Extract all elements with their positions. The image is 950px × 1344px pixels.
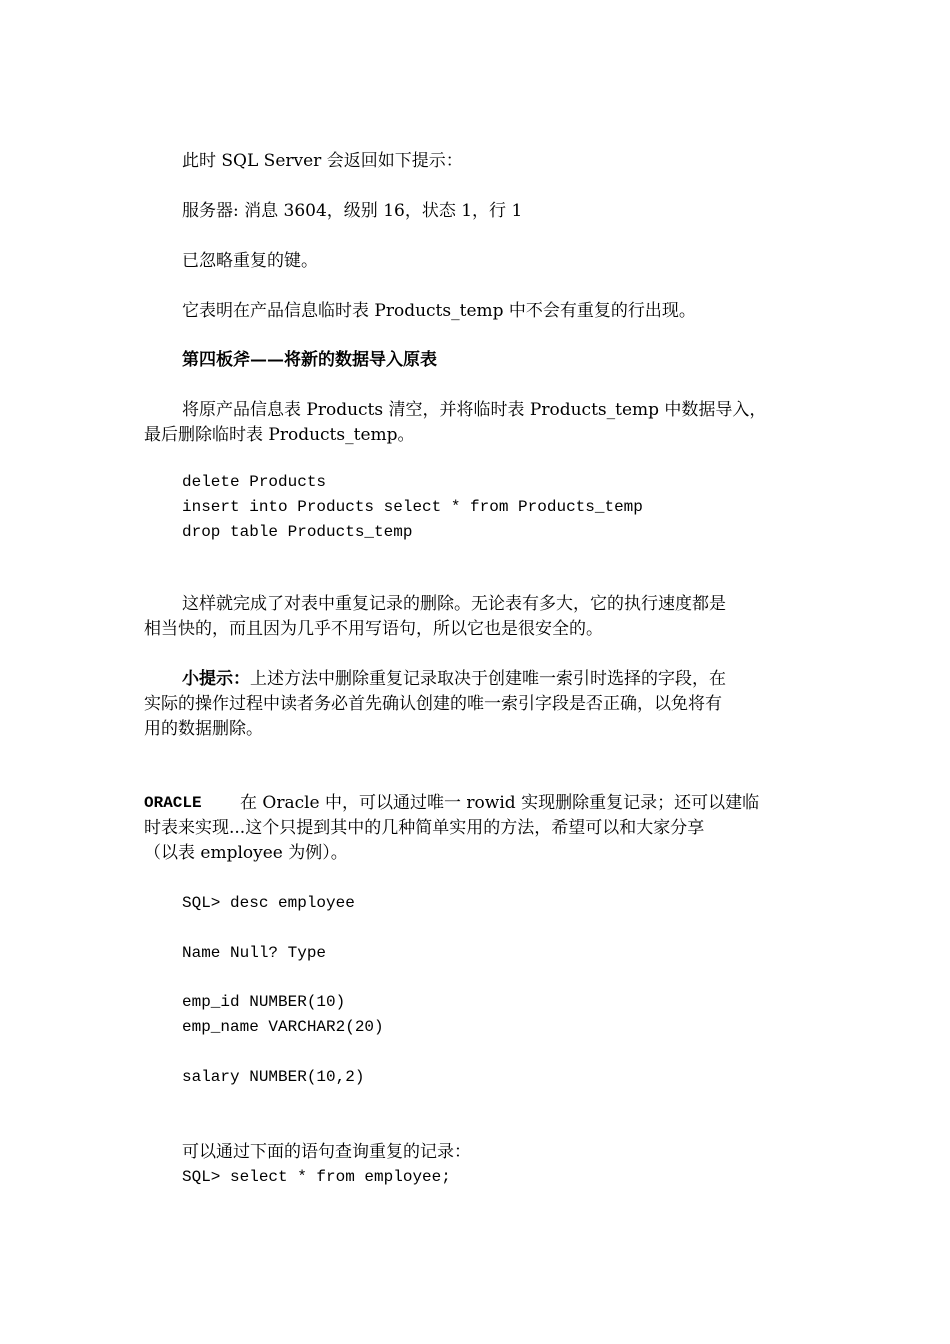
column-row: emp_name VARCHAR2(20) [182,1018,384,1036]
summary-paragraph-line: 这样就完成了对表中重复记录的删除。无论表有多大，它的执行速度都是 [182,594,726,614]
tip-paragraph-line [182,667,726,692]
columns-header: Name Null? Type [182,944,327,962]
oracle-paragraph-line: 在 Oracle 中，可以通过唯一 rowid 实现删除重复记录；还可以建临 [240,793,760,813]
summary-paragraph-line: 相当快的，而且因为几乎不用写语句，所以它也是很安全的。 [144,619,603,639]
code-line: delete Products [182,473,327,491]
column-row: salary NUMBER(10,2) [182,1068,365,1086]
step4-heading: 第四板斧——将新的数据导入原表 [182,350,437,370]
no-duplicate-rows-text: 它表明在产品信息临时表 Products_temp 中不会有重复的行出现。 [182,301,696,321]
code-line: drop table Products_temp [182,523,413,541]
oracle-paragraph-line: （以表 employee 为例）。 [144,843,348,863]
query-intro-text: 可以通过下面的语句查询重复的记录： [182,1142,471,1162]
server-message-text: 服务器: 消息 3604，级别 16，状态 1，行 1 [182,201,523,221]
tip-paragraph-line: 用的数据删除。 [144,719,263,739]
step4-paragraph-line: 将原产品信息表 Products 清空，并将临时表 Products_temp 中数据导入， [182,400,767,420]
column-row: emp_id NUMBER(10) [182,993,346,1011]
desc-command: SQL> desc employee [182,894,355,912]
oracle-paragraph-line: 时表来实现...这个只提到其中的几种简单实用的方法，希望可以和大家分享 [144,818,705,838]
code-line: insert into Products select * from Products_temp [182,498,643,516]
duplicate-key-ignored-text: 已忽略重复的键。 [182,251,318,271]
tip-paragraph-line: 实际的操作过程中读者务必首先确认创建的唯一索引字段是否正确，以免将有 [144,694,722,714]
step4-paragraph-line: 最后删除临时表 Products_temp。 [144,425,415,445]
query-command: SQL> select * from employee; [182,1168,451,1186]
sqlserver-prompt-text: 此时 SQL Server 会返回如下提示： [182,151,463,171]
tip-text: 上述方法中删除重复记录取决于创建唯一索引时选择的字段，在 [250,669,726,689]
oracle-label: ORACLE [144,794,202,812]
tip-label: 小提示： [182,669,250,689]
